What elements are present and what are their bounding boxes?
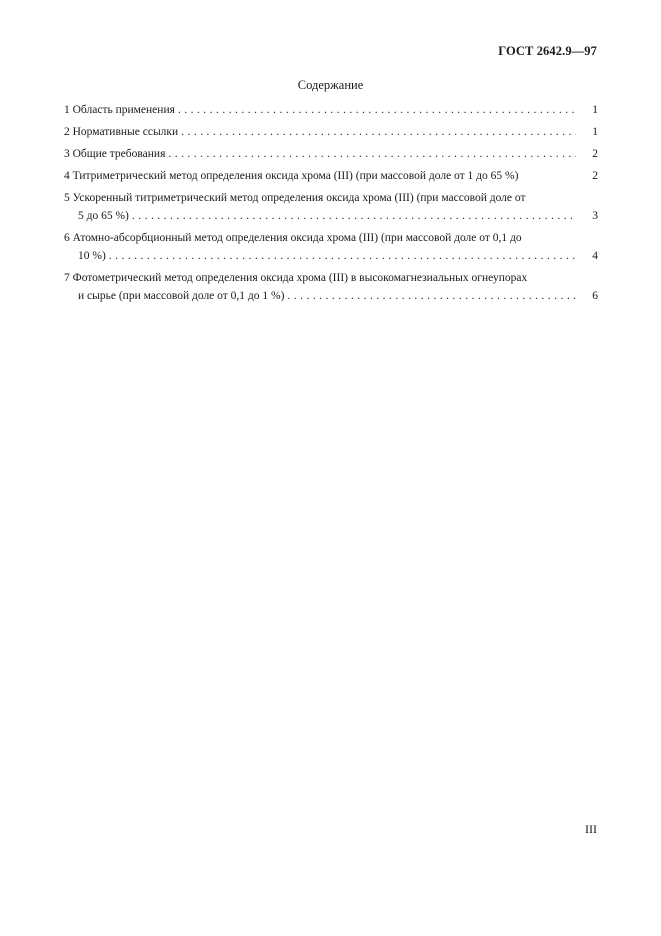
toc-entry-6-title-line-2: 10 %) (78, 250, 106, 262)
toc-entry-5[interactable] (64, 189, 598, 225)
dot-leader (287, 287, 576, 305)
page-number: III (585, 822, 597, 836)
dot-leader (109, 247, 576, 265)
toc-entry-1-title: 1 Область применения (64, 104, 175, 116)
standard-code-header: ГОСТ 2642.9—97 (498, 44, 597, 58)
toc-entry-5-title-line-1: 5 Ускоренный титриметрический метод определения оксида хрома (III) (при массовой доле от (64, 192, 526, 204)
toc-entry-2-title: 2 Нормативные ссылки (64, 126, 179, 138)
table-of-contents (64, 101, 598, 309)
dot-leader (178, 101, 576, 119)
toc-entry-6-title-line-1: 6 Атомно-абсорбционный метод определения оксида хрома (III) (при массовой доле от 0,1 до (64, 232, 522, 244)
toc-title: Содержание (297, 78, 364, 92)
toc-entry-7-title-line-2: и сырье (при массовой доле от 0,1 до 1 %) (78, 290, 285, 302)
toc-entry-7-title-line-1: 7 Фотометрический метод определения оксида хрома (III) в высокомагнезиальных огнеупорах (64, 272, 528, 284)
toc-entry-6[interactable] (64, 229, 598, 265)
toc-entry-1-page: 1 (592, 104, 598, 116)
toc-entry-6-page: 4 (592, 250, 598, 262)
toc-entry-3-title: 3 Общие требования (64, 148, 166, 160)
toc-entry-4-title: 4 Титриметрический метод определения оксида хрома (III) (при массовой доле от 1 до 65 %) (64, 170, 519, 182)
dot-leader (168, 145, 576, 163)
toc-entry-2[interactable] (64, 123, 598, 141)
toc-entry-5-title-line-2: 5 до 65 %) (78, 210, 129, 222)
toc-entry-3-page: 2 (592, 148, 598, 160)
toc-entry-7[interactable] (64, 269, 598, 305)
toc-entry-4[interactable] (64, 167, 598, 185)
toc-entry-5-page: 3 (592, 210, 598, 222)
toc-entry-1[interactable] (64, 101, 598, 119)
toc-entry-4-page: 2 (592, 170, 598, 182)
dot-leader (132, 207, 576, 225)
toc-entry-3[interactable] (64, 145, 598, 163)
toc-entry-7-page: 6 (592, 290, 598, 302)
toc-entry-2-page: 1 (592, 126, 598, 138)
dot-leader (181, 123, 576, 141)
